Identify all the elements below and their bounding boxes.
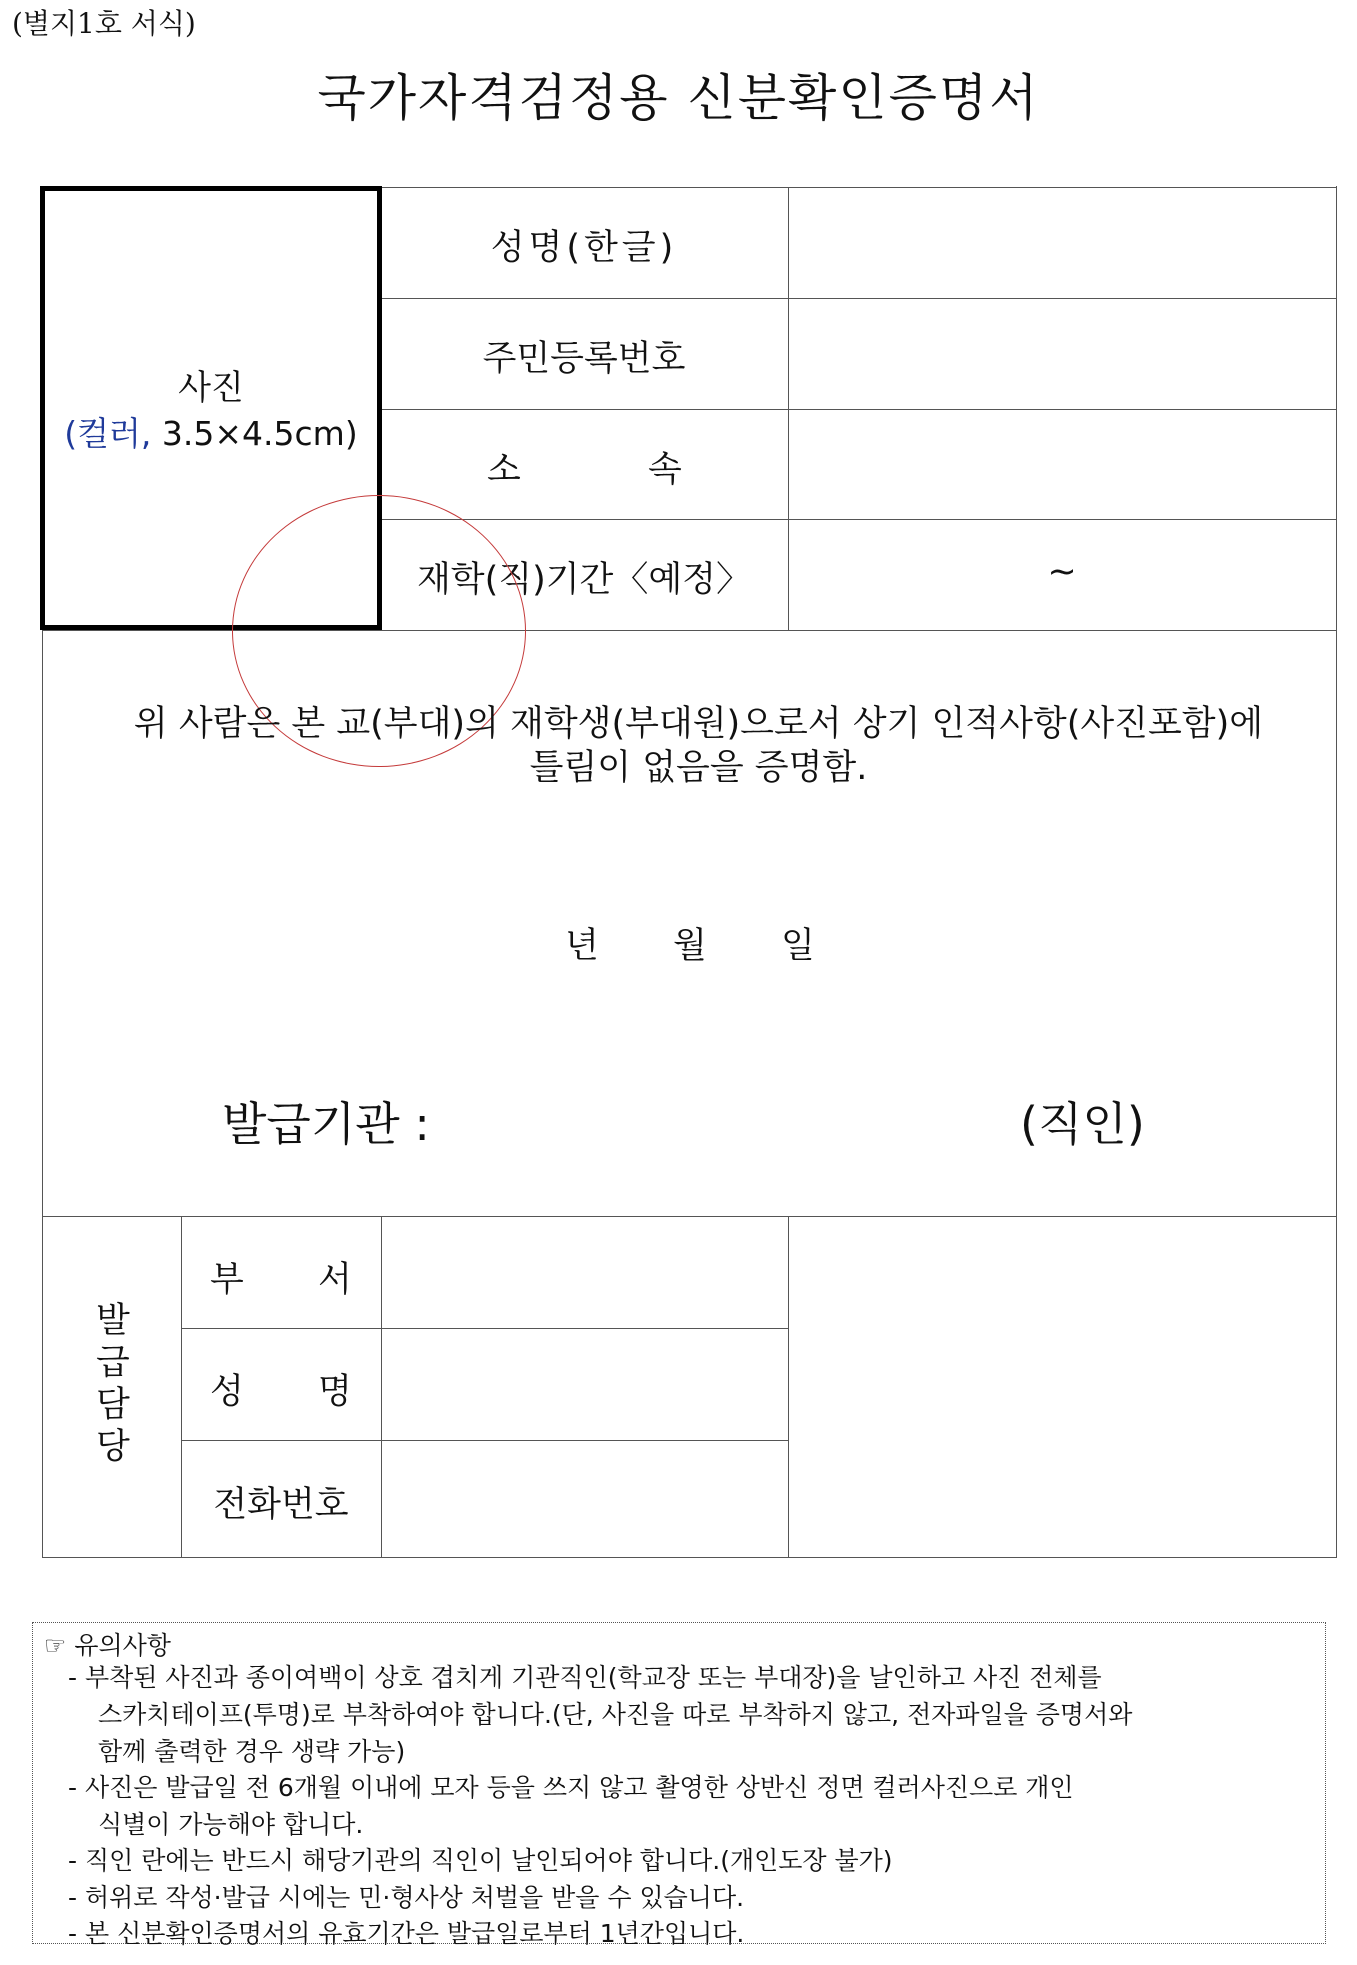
notice-item: - 직인 란에는 반드시 해당기관의 직인이 날인되어야 합니다.(개인도장 불가) xyxy=(68,1846,893,1875)
department-label-2: 서 xyxy=(318,1260,352,1300)
date-day: 일 xyxy=(781,926,815,966)
issuing-agency-label: 발급기관 : xyxy=(222,1097,430,1151)
notice-title: ☞ 유의사항 xyxy=(44,1631,171,1660)
notice-item: 식별이 가능해야 합니다. xyxy=(98,1810,364,1839)
date-year: 년 xyxy=(565,926,599,966)
department-field[interactable] xyxy=(382,1217,787,1327)
officer-name-label-1: 성 xyxy=(210,1372,244,1412)
notice-item: - 허위로 작성·발급 시에는 민·형사상 처벌을 받을 수 있습니다. xyxy=(68,1883,745,1912)
official-seal-label: (직인) xyxy=(1020,1097,1145,1151)
notice-item: - 부착된 사진과 종이여백이 상호 겹치게 기관직인(학교장 또는 부대장)을 날인하고 사진 전체를 xyxy=(68,1663,1102,1692)
photo-spec: (컬러, 3.5×4.5cm) xyxy=(64,414,358,453)
department-label-1: 부 xyxy=(210,1260,244,1300)
resident-number-field[interactable] xyxy=(789,299,1335,408)
phone-label: 전화번호 xyxy=(213,1485,349,1525)
name-hangul-label: 성명(한글) xyxy=(490,228,678,268)
officer-name-field[interactable] xyxy=(382,1329,787,1439)
form-number: (별지1호 서식) xyxy=(12,7,196,40)
notice-item: - 본 신분확인증명서의 유효기간은 발급일로부터 1년간입니다. xyxy=(68,1919,745,1948)
photo-placeholder xyxy=(40,365,382,457)
document-title: 국가자격검정용 신분확인증명서 xyxy=(317,69,1040,127)
notice-item: 스카치테이프(투명)로 부착하여야 합니다.(단, 사진을 따로 부착하지 않고, 전자파일을 증명서와 xyxy=(98,1700,1133,1729)
notice-item: 함께 출력한 경우 생략 가능) xyxy=(98,1737,406,1766)
affiliation-label-2: 속 xyxy=(648,450,682,490)
photo-label: 사진 xyxy=(178,368,244,408)
certification-statement xyxy=(60,702,1337,790)
phone-field[interactable] xyxy=(382,1441,787,1556)
issuing-officer-label: 발 급 담 당 xyxy=(96,1301,130,1467)
officer-seal-area[interactable] xyxy=(789,1217,1335,1556)
period-field[interactable]: ~ xyxy=(1047,552,1077,592)
statement-line-2: 틀림이 없음을 증명함. xyxy=(529,748,868,788)
date-month: 월 xyxy=(673,926,707,966)
notice-item: - 사진은 발급일 전 6개월 이내에 모자 등을 쓰지 않고 촬영한 상반신 정면 컬러사진으로 개인 xyxy=(68,1773,1074,1802)
name-hangul-field[interactable] xyxy=(789,188,1335,297)
resident-number-label: 주민등록번호 xyxy=(482,339,686,379)
statement-line-1: 위 사람은 본 교(부대)의 재학생(부대원)으로서 상기 인적사항(사진포함)에 xyxy=(133,704,1264,744)
period-label: 재학(직)기간〈예정〉 xyxy=(417,560,751,600)
affiliation-label-1: 소 xyxy=(487,450,521,490)
affiliation-field[interactable] xyxy=(789,410,1335,518)
officer-name-label-2: 명 xyxy=(318,1372,352,1412)
